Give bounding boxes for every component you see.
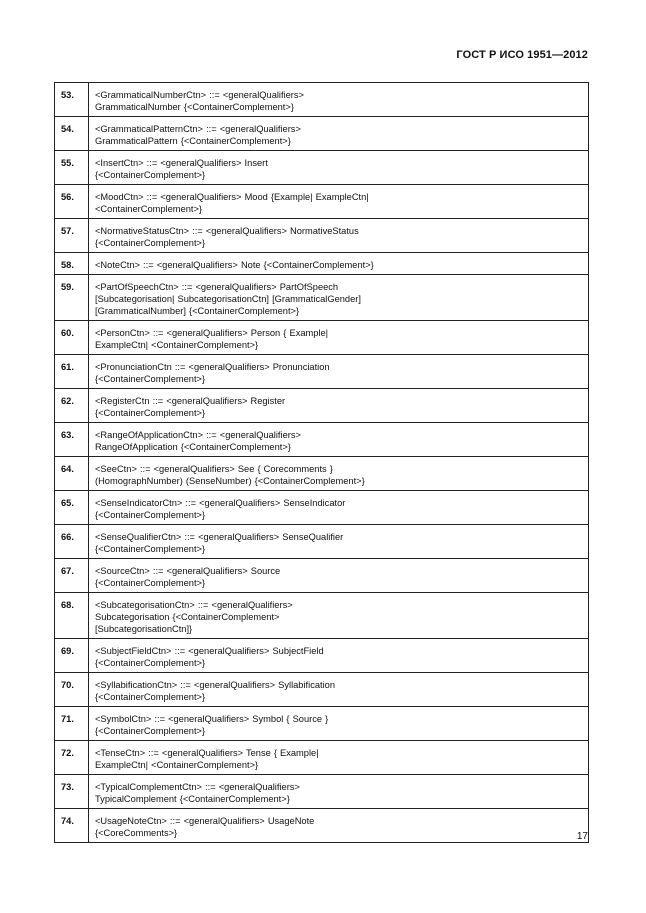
table-row — [55, 253, 589, 275]
rule-definition: <GrammaticalNumberCtn> ::= <generalQualifiers> GrammaticalNumber {<ContainerComplement>} — [89, 83, 589, 117]
table-row — [55, 321, 589, 355]
table-row — [55, 559, 589, 593]
rule-number: 66. — [55, 525, 89, 559]
rule-definition: <SenseIndicatorCtn> ::= <generalQualifiers> SenseIndicator {<ContainerComplement>} — [89, 491, 589, 525]
page-number: 17 — [576, 831, 588, 842]
rule-definition: <SubcategorisationCtn> ::= <generalQualifiers> Subcategorisation {<ContainerComplement> [SubcategorisationCtn]} — [89, 593, 589, 639]
table-row — [55, 389, 589, 423]
rule-definition: <SyllabificationCtn> ::= <generalQualifiers> Syllabification {<ContainerComplement>} — [89, 673, 589, 707]
rule-number: 63. — [55, 423, 89, 457]
table-row — [55, 707, 589, 741]
rule-definition: <PartOfSpeechCtn> ::= <generalQualifiers> PartOfSpeech [Subcategorisation| SubcategorisationCtn] [GrammaticalGender] [GrammaticalNumber] {<ContainerComplement>} — [89, 275, 589, 321]
table-row — [55, 423, 589, 457]
rule-number: 65. — [55, 491, 89, 525]
rule-definition: <SenseQualifierCtn> ::= <generalQualifiers> SenseQualifier {<ContainerComplement>} — [89, 525, 589, 559]
grammar-rules-table — [54, 82, 589, 843]
rule-number: 67. — [55, 559, 89, 593]
rule-number: 57. — [55, 219, 89, 253]
table-row — [55, 83, 589, 117]
rule-definition: <PersonCtn> ::= <generalQualifiers> Person { Example| ExampleCtn| <ContainerComplement>} — [89, 321, 589, 355]
rule-definition: <NoteCtn> ::= <generalQualifiers> Note {<ContainerComplement>} — [89, 253, 589, 275]
rule-definition: <SourceCtn> ::= <generalQualifiers> Source {<ContainerComplement>} — [89, 559, 589, 593]
table-row — [55, 185, 589, 219]
table-row — [55, 491, 589, 525]
rule-definition: <InsertCtn> ::= <generalQualifiers> Insert {<ContainerComplement>} — [89, 151, 589, 185]
rule-number: 53. — [55, 83, 89, 117]
rule-definition: <RegisterCtn ::= <generalQualifiers> Register {<ContainerComplement>} — [89, 389, 589, 423]
table-row — [55, 151, 589, 185]
rule-number: 60. — [55, 321, 89, 355]
rule-number: 62. — [55, 389, 89, 423]
rule-definition: <SeeCtn> ::= <generalQualifiers> See { Corecomments } (HomographNumber) (SenseNumber) {<ContainerComplement>} — [89, 457, 589, 491]
rule-definition: <TenseCtn> ::= <generalQualifiers> Tense { Example| ExampleCtn| <ContainerComplement>} — [89, 741, 589, 775]
rule-definition: <GrammaticalPatternCtn> ::= <generalQualifiers> GrammaticalPattern {<ContainerComplement>} — [89, 117, 589, 151]
rule-definition: <RangeOfApplicationCtn> ::= <generalQualifiers> RangeOfApplication {<ContainerComplement>} — [89, 423, 589, 457]
rule-number: 55. — [55, 151, 89, 185]
table-row — [55, 117, 589, 151]
document-header: ГОСТ Р ИСО 1951—2012 — [456, 49, 588, 61]
rule-definition: <MoodCtn> ::= <generalQualifiers> Mood {Example| ExampleCtn| <ContainerComplement>} — [89, 185, 589, 219]
rule-number: 71. — [55, 707, 89, 741]
rule-number: 58. — [55, 253, 89, 275]
rule-number: 54. — [55, 117, 89, 151]
table-row — [55, 593, 589, 639]
rule-number: 64. — [55, 457, 89, 491]
rule-number: 61. — [55, 355, 89, 389]
table-row — [55, 809, 589, 843]
table-row — [55, 775, 589, 809]
rule-number: 68. — [55, 593, 89, 639]
rules-table-body — [55, 83, 589, 843]
table-row — [55, 525, 589, 559]
rule-number: 73. — [55, 775, 89, 809]
table-row — [55, 673, 589, 707]
rule-definition: <NormativeStatusCtn> ::= <generalQualifiers> NormativeStatus {<ContainerComplement>} — [89, 219, 589, 253]
table-row — [55, 219, 589, 253]
rule-definition: <UsageNoteCtn> ::= <generalQualifiers> UsageNote {<CoreComments>} — [89, 809, 589, 843]
rule-number: 72. — [55, 741, 89, 775]
rule-number: 59. — [55, 275, 89, 321]
table-row — [55, 355, 589, 389]
rule-definition: <TypicalComplementCtn> ::= <generalQualifiers> TypicalComplement {<ContainerComplement>} — [89, 775, 589, 809]
rule-number: 56. — [55, 185, 89, 219]
table-row — [55, 741, 589, 775]
rule-definition: <SubjectFieldCtn> ::= <generalQualifiers> SubjectField {<ContainerComplement>} — [89, 639, 589, 673]
rule-definition: <PronunciationCtn ::= <generalQualifiers> Pronunciation {<ContainerComplement>} — [89, 355, 589, 389]
rule-number: 69. — [55, 639, 89, 673]
table-row — [55, 275, 589, 321]
table-row — [55, 457, 589, 491]
rule-number: 74. — [55, 809, 89, 843]
table-row — [55, 639, 589, 673]
rule-definition: <SymbolCtn> ::= <generalQualifiers> Symbol { Source } {<ContainerComplement>} — [89, 707, 589, 741]
rule-number: 70. — [55, 673, 89, 707]
